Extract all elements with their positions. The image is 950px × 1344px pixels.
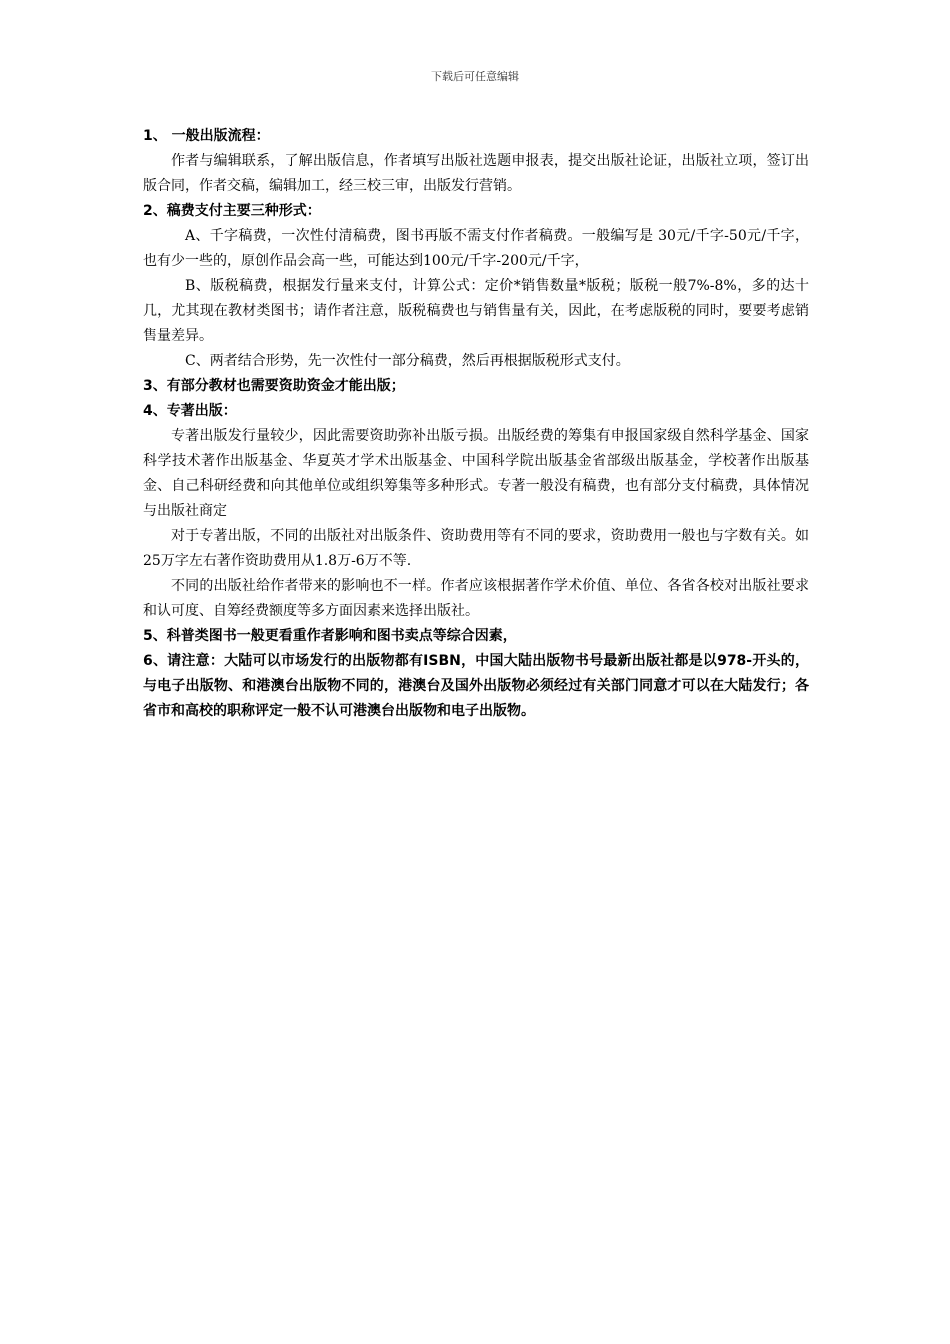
document-body — [143, 124, 809, 724]
section-3-heading: 3、有部分教材也需要资助资金才能出版； — [143, 378, 405, 394]
section-4-paragraph-1: 专著出版发行量较少，因此需要资助弥补出版亏损。出版经费的筹集有申报国家级自然科学基金、国家科学技术著作出版基金、华夏英才学术出版基金、中国科学院出版基金省部级出版基金，学校著作出版基金、自己科研经费和向其他单位或组织筹集等多种形式。专著一般没有稿费，也有部分支付稿费，具体情况与出版社商定 — [143, 428, 809, 519]
section-4-paragraph-3: 不同的出版社给作者带来的影响也不一样。作者应该根据著作学术价值、单位、各省各校对出版社要求和认可度、自筹经费额度等多方面因素来选择出版社。 — [143, 578, 809, 619]
section-2-heading: 2、稿费支付主要三种形式： — [143, 203, 321, 219]
section-2-item-c: C、两者结合形势，先一次性付一部分稿费，然后再根据版税形式支付。 — [185, 353, 630, 369]
section-5-heading: 5、科普类图书一般更看重作者影响和图书卖点等综合因素， — [143, 628, 517, 644]
section-2-item-b: B、版税稿费，根据发行量来支付，计算公式：定价*销售数量*版税；版税一般7%-8%，多的达十几，尤其现在教材类图书；请作者注意，版税稿费也与销售量有关，因此，在考虑版税的同时，要要考虑销售量差异。 — [143, 278, 809, 344]
section-1-paragraph: 作者与编辑联系，了解出版信息，作者填写出版社选题申报表，提交出版社论证，出版社立项，签订出版合同，作者交稿，编辑加工，经三校三审，出版发行营销。 — [143, 153, 809, 194]
section-4-paragraph-2: 对于专著出版，不同的出版社对出版条件、资助费用等有不同的要求，资助费用一般也与字数有关。如25万字左右著作资助费用从1.8万-6万不等. — [143, 528, 809, 569]
page-header: 下载后可任意编辑 — [431, 70, 519, 83]
section-1-heading: 1、 一般出版流程： — [143, 128, 270, 144]
section-2-item-a: A、千字稿费，一次性付清稿费，图书再版不需支付作者稿费。一般编写是 30元/千字-50元/千字，也有少一些的，原创作品会高一些，可能达到100元/千字-200元/千字， — [143, 228, 809, 269]
section-6-notice: 6、请注意：大陆可以市场发行的出版物都有ISBN，中国大陆出版物书号最新出版社都是以978-开头的，与电子出版物、和港澳台出版物不同的，港澳台及国外出版物必须经过有关部门同意才可以在大陆发行；各省市和高校的职称评定一般不认可港澳台出版物和电子出版物。 — [143, 653, 809, 719]
section-4-heading: 4、专著出版： — [143, 403, 237, 419]
